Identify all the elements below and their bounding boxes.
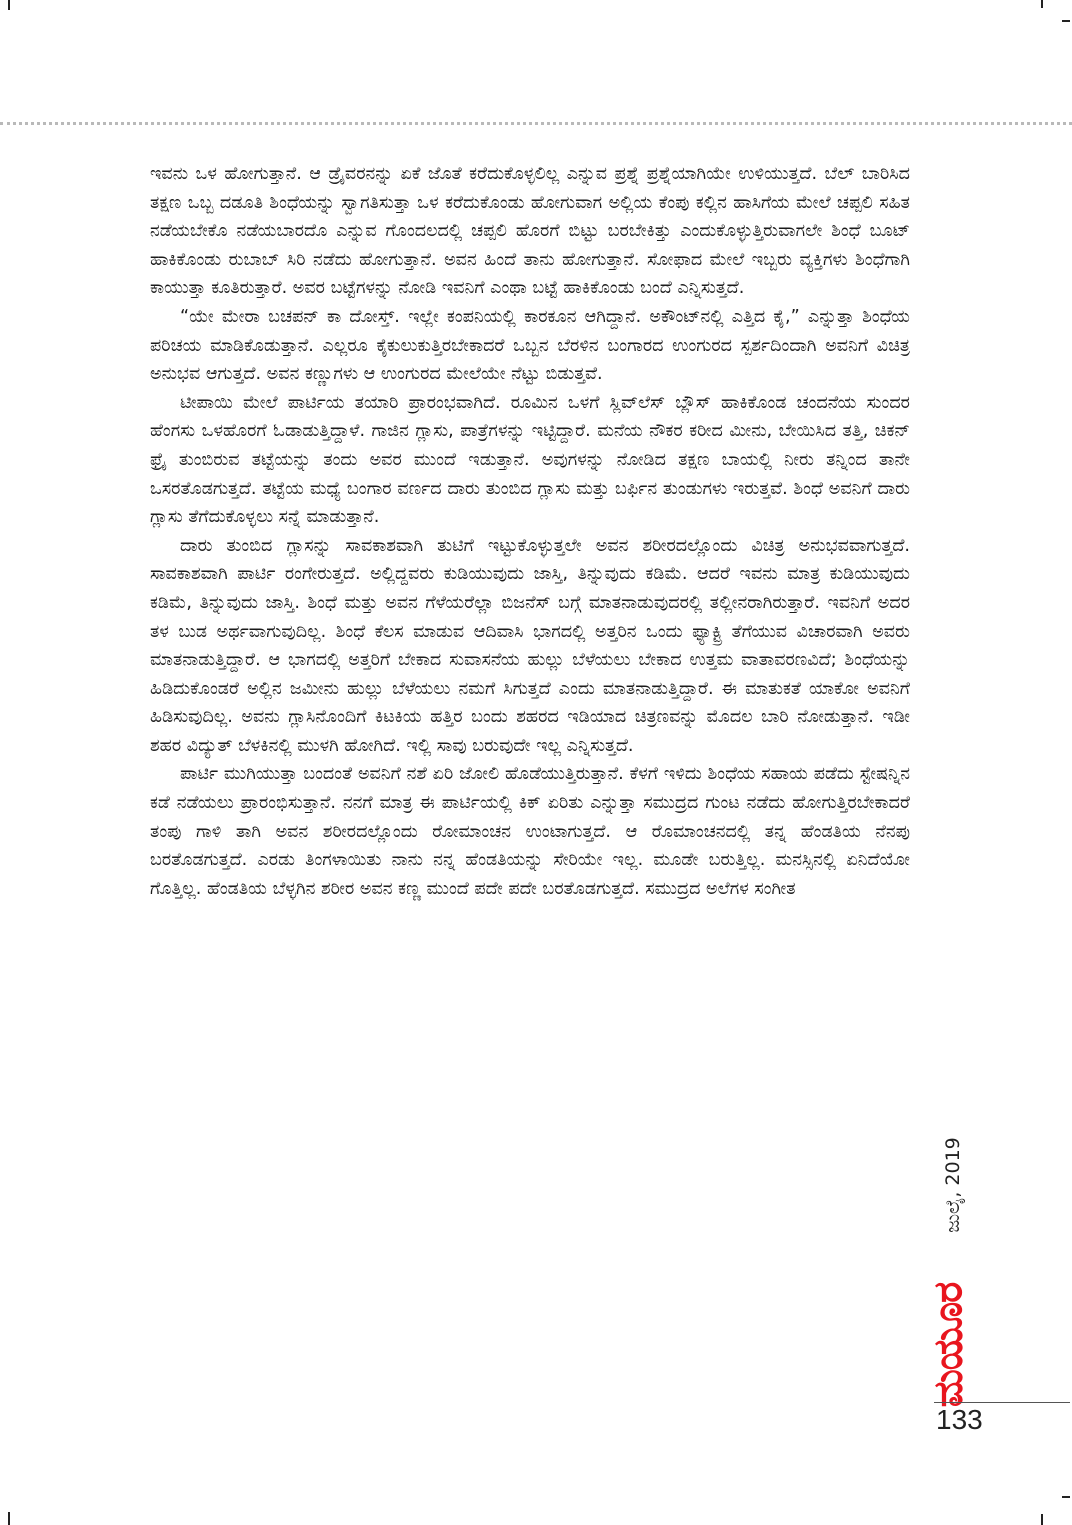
- paragraph: “ಯೇ ಮೇರಾ ಬಚಪನ್ ಕಾ ದೋಸ್ತ್. ಇಲ್ಲೇ ಕಂಪನಿಯಲ್ಲಿ ಕಾರಕೂನ ಆಗಿದ್ದಾನೆ. ಅಕೌಂಟ್‌ನಲ್ಲಿ ಎತ್ತಿದ ಕೈ,” ಎನ್ನುತ್ತಾ ಶಿಂಧೆಯ ಪರಿಚಯ ಮಾಡಿಕೊಡುತ್ತಾನೆ. ಎಲ್ಲರೂ ಕೈಕುಲುಕುತ್ತಿರಬೇಕಾದರೆ ಒಬ್ಬನ ಬೆರಳಿನ ಬಂಗಾರದ ಉಂಗುರದ ಸ್ಪರ್ಶದಿಂದಾಗಿ ಅವನಿಗೆ ವಿಚಿತ್ರ ಅನುಭವ ಆಗುತ್ತದೆ. ಅವನ ಕಣ್ಣುಗಳು ಆ ಉಂಗುರದ ಮೇಲೆಯೇ ನೆಟ್ಟು ಬಿಡುತ್ತವೆ.: [150, 306, 910, 385]
- page-number: 133: [936, 1404, 983, 1435]
- crop-mark-top-right: [1041, 0, 1043, 8]
- issue-date-text: ಜುಲೈ, 2019: [942, 1137, 965, 1233]
- crop-mark-bottom-right: [1041, 1514, 1043, 1525]
- crop-mark-bottom-right-side: [1062, 1496, 1070, 1498]
- header-dotted-rule: [0, 122, 1072, 125]
- magazine-masthead: [918, 1282, 978, 1408]
- crop-mark-top-left: [8, 0, 10, 10]
- crop-mark-bottom-left: [8, 1512, 10, 1525]
- masthead-text: ಮಯೂರ: [925, 1282, 971, 1408]
- folio-rule: [934, 1402, 1070, 1403]
- crop-mark-top-right-side: [1062, 20, 1070, 22]
- paragraph: ಇವನು ಒಳ ಹೋಗುತ್ತಾನೆ. ಆ ಡ್ರೈವರನನ್ನು ಏಕೆ ಜೊತೆ ಕರೆದುಕೊಳ್ಳಲಿಲ್ಲ ಎನ್ನುವ ಪ್ರಶ್ನೆ ಪ್ರಶ್ನೆಯಾಗಿಯೇ ಉಳಿಯುತ್ತದೆ. ಬೆಲ್ ಬಾರಿಸಿದ ತಕ್ಷಣ ಒಬ್ಬ ದಡೂತಿ ಶಿಂಧೆಯನ್ನು ಸ್ವಾಗತಿಸುತ್ತಾ ಒಳ ಕರೆದುಕೊಂಡು ಹೋಗುವಾಗ ಅಲ್ಲಿಯ ಕೆಂಪು ಕಲ್ಲಿನ ಹಾಸಿಗೆಯ ಮೇಲೆ ಚಪ್ಪಲಿ ಸಹಿತ ನಡೆಯಬೇಕೊ ನಡೆಯಬಾರದೊ ಎನ್ನುವ ಗೊಂದಲದಲ್ಲಿ ಚಪ್ಪಲಿ ಹೊರಗೆ ಬಿಟ್ಟು ಬರಬೇಕಿತ್ತು ಎಂದುಕೊಳ್ಳುತ್ತಿರುವಾಗಲೇ ಶಿಂಧೆ ಬೂಟ್ ಹಾಕಿಕೊಂಡು ರುಬಾಬ್ ಸಿರಿ ನಡೆದು ಹೋಗುತ್ತಾನೆ. ಅವನ ಹಿಂದೆ ತಾನು ಹೋಗುತ್ತಾನೆ. ಸೋಫಾದ ಮೇಲೆ ಇಬ್ಬರು ವ್ಯಕ್ತಿಗಳು ಶಿಂಧೆಗಾಗಿ ಕಾಯುತ್ತಾ ಕೂತಿರುತ್ತಾರೆ. ಅವರ ಬಟ್ಟೆಗಳನ್ನು ನೋಡಿ ಇವನಿಗೆ ಎಂಥಾ ಬಟ್ಟೆ ಹಾಕಿಕೊಂಡು ಬಂದೆ ಎನ್ನಿಸುತ್ತದೆ.: [150, 164, 910, 299]
- paragraph: ಟೀಪಾಯಿ ಮೇಲೆ ಪಾರ್ಟಿಯ ತಯಾರಿ ಪ್ರಾರಂಭವಾಗಿದೆ. ರೂಮಿನ ಒಳಗೆ ಸ್ಲಿವ್‌ಲೆಸ್ ಬ್ಲೌಸ್ ಹಾಕಿಕೊಂಡ ಚಂದನೆಯ ಸುಂದರ ಹೆಂಗಸು ಒಳಹೊರಗೆ ಓಡಾಡುತ್ತಿದ್ದಾಳೆ. ಗಾಜಿನ ಗ್ಲಾಸು, ಪಾತ್ರೆಗಳನ್ನು ಇಟ್ಟಿದ್ದಾರೆ. ಮನೆಯ ನೌಕರ ಕರೀದ ಮೀನು, ಬೇಯಿಸಿದ ತತ್ತಿ, ಚಿಕನ್ ಫ್ರೈ ತುಂಬಿರುವ ತಟ್ಟೆಯನ್ನು ತಂದು ಅವರ ಮುಂದೆ ಇಡುತ್ತಾನೆ. ಅವುಗಳನ್ನು ನೋಡಿದ ತಕ್ಷಣ ಬಾಯಲ್ಲಿ ನೀರು ತನ್ನಿಂದ ತಾನೇ ಒಸರತೊಡಗುತ್ತದೆ. ತಟ್ಟೆಯ ಮಧ್ಯೆ ಬಂಗಾರ ವರ್ಣದ ದಾರು ತುಂಬಿದ ಗ್ಲಾಸು ಮತ್ತು ಬರ್ಫಿನ ತುಂಡುಗಳು ಇರುತ್ತವೆ. ಶಿಂಧೆ ಅವನಿಗೆ ದಾರು ಗ್ಲಾಸು ತೆಗೆದುಕೊಳ್ಳಲು ಸನ್ನೆ ಮಾಡುತ್ತಾನೆ.: [150, 392, 910, 528]
- paragraph: ಪಾರ್ಟಿ ಮುಗಿಯುತ್ತಾ ಬಂದಂತೆ ಅವನಿಗೆ ನಶೆ ಏರಿ ಜೋಲಿ ಹೊಡೆಯುತ್ತಿರುತ್ತಾನೆ. ಕೆಳಗೆ ಇಳಿದು ಶಿಂಧೆಯ ಸಹಾಯ ಪಡೆದು ಸ್ಟೇಷನ್ನಿನ ಕಡೆ ನಡೆಯಲು ಪ್ರಾರಂಭಿಸುತ್ತಾನೆ. ನನಗೆ ಮಾತ್ರ ಈ ಪಾರ್ಟಿಯಲ್ಲಿ ಕಿಕ್ ಏರಿತು ಎನ್ನುತ್ತಾ ಸಮುದ್ರದ ಗುಂಟ ನಡೆದು ಹೋಗುತ್ತಿರಬೇಕಾದರೆ ತಂಪು ಗಾಳಿ ತಾಗಿ ಅವನ ಶರೀರದಲ್ಲೊಂದು ರೋಮಾಂಚನ ಉಂಟಾಗುತ್ತದೆ. ಆ ರೊಮಾಂಚನದಲ್ಲಿ ತನ್ನ ಹೆಂಡತಿಯ ನೆನಪು ಬರತೊಡಗುತ್ತದೆ. ಎರಡು ತಿಂಗಳಾಯಿತು ನಾನು ನನ್ನ ಹೆಂಡತಿಯನ್ನು ಸೇರಿಯೇ ಇಲ್ಲ. ಮೂಡೇ ಬರುತ್ತಿಲ್ಲ. ಮನಸ್ಸಿನಲ್ಲಿ ಏನಿದೆಯೋ ಗೊತ್ತಿಲ್ಲ. ಹೆಂಡತಿಯ ಬೆಳ್ಳಗಿನ ಶರೀರ ಅವನ ಕಣ್ಣ ಮುಂದೆ ಪದೇ ಪದೇ ಬರತೊಡಗುತ್ತದೆ. ಸಮುದ್ರದ ಅಲೆಗಳ ಸಂಗೀತ: [150, 764, 910, 899]
- issue-date: [923, 1120, 983, 1250]
- article-body: [150, 160, 910, 903]
- paragraph: ದಾರು ತುಂಬಿದ ಗ್ಲಾಸನ್ನು ಸಾವಕಾಶವಾಗಿ ತುಟಿಗೆ ಇಟ್ಟುಕೊಳ್ಳುತ್ತಲೇ ಅವನ ಶರೀರದಲ್ಲೊಂದು ವಿಚಿತ್ರ ಅನುಭವವಾಗುತ್ತದೆ. ಸಾವಕಾಶವಾಗಿ ಪಾರ್ಟಿ ರಂಗೇರುತ್ತದೆ. ಅಲ್ಲಿದ್ದವರು ಕುಡಿಯುವುದು ಜಾಸ್ತಿ, ತಿನ್ನುವುದು ಕಡಿಮೆ. ಆದರೆ ಇವನು ಮಾತ್ರ ಕುಡಿಯುವುದು ಕಡಿಮೆ, ತಿನ್ನುವುದು ಜಾಸ್ತಿ. ಶಿಂಧೆ ಮತ್ತು ಅವನ ಗೆಳೆಯರೆಲ್ಲಾ ಬಿಜನೆಸ್ ಬಗ್ಗೆ ಮಾತನಾಡುವುದರಲ್ಲಿ ತಲ್ಲೀನರಾಗಿರುತ್ತಾರೆ. ಇವನಿಗೆ ಅದರ ತಳ ಬುಡ ಅರ್ಥವಾಗುವುದಿಲ್ಲ. ಶಿಂಧೆ ಕೆಲಸ ಮಾಡುವ ಆದಿವಾಸಿ ಭಾಗದಲ್ಲಿ ಅತ್ತರಿನ ಒಂದು ಫ್ಯಾಕ್ಟ್ರಿ ತೆಗೆಯುವ ವಿಚಾರವಾಗಿ ಅವರು ಮಾತನಾಡುತ್ತಿದ್ದಾರೆ. ಆ ಭಾಗದಲ್ಲಿ ಅತ್ತರಿಗೆ ಬೇಕಾದ ಸುವಾಸನೆಯ ಹುಲ್ಲು ಬೆಳೆಯಲು ಬೇಕಾದ ಉತ್ತಮ ವಾತಾವರಣವಿದೆ; ಶಿಂಧೆಯನ್ನು ಹಿಡಿದುಕೊಂಡರೆ ಅಲ್ಲಿನ ಜಮೀನು ಹುಲ್ಲು ಬೆಳೆಯಲು ನಮಗೆ ಸಿಗುತ್ತದೆ ಎಂದು ಮಾತನಾಡುತ್ತಿದ್ದಾರೆ. ಈ ಮಾತುಕತೆ ಯಾಕೋ ಅವನಿಗೆ ಹಿಡಿಸುವುದಿಲ್ಲ. ಅವನು ಗ್ಲಾಸಿನೊಂದಿಗೆ ಕಿಟಕಿಯ ಹತ್ತಿರ ಬಂದು ಶಹರದ ಇಡಿಯಾದ ಚಿತ್ರಣವನ್ನು ಮೊದಲ ಬಾರಿ ನೋಡುತ್ತಾನೆ. ಇಡೀ ಶಹರ ವಿದ್ಯುತ್ ಬೆಳಕಿನಲ್ಲಿ ಮುಳಗಿ ಹೋಗಿದೆ. ಇಲ್ಲಿ ಸಾವು ಬರುವುದೇ ಇಲ್ಲ ಎನ್ನಿಸುತ್ತದೆ.: [150, 535, 910, 756]
